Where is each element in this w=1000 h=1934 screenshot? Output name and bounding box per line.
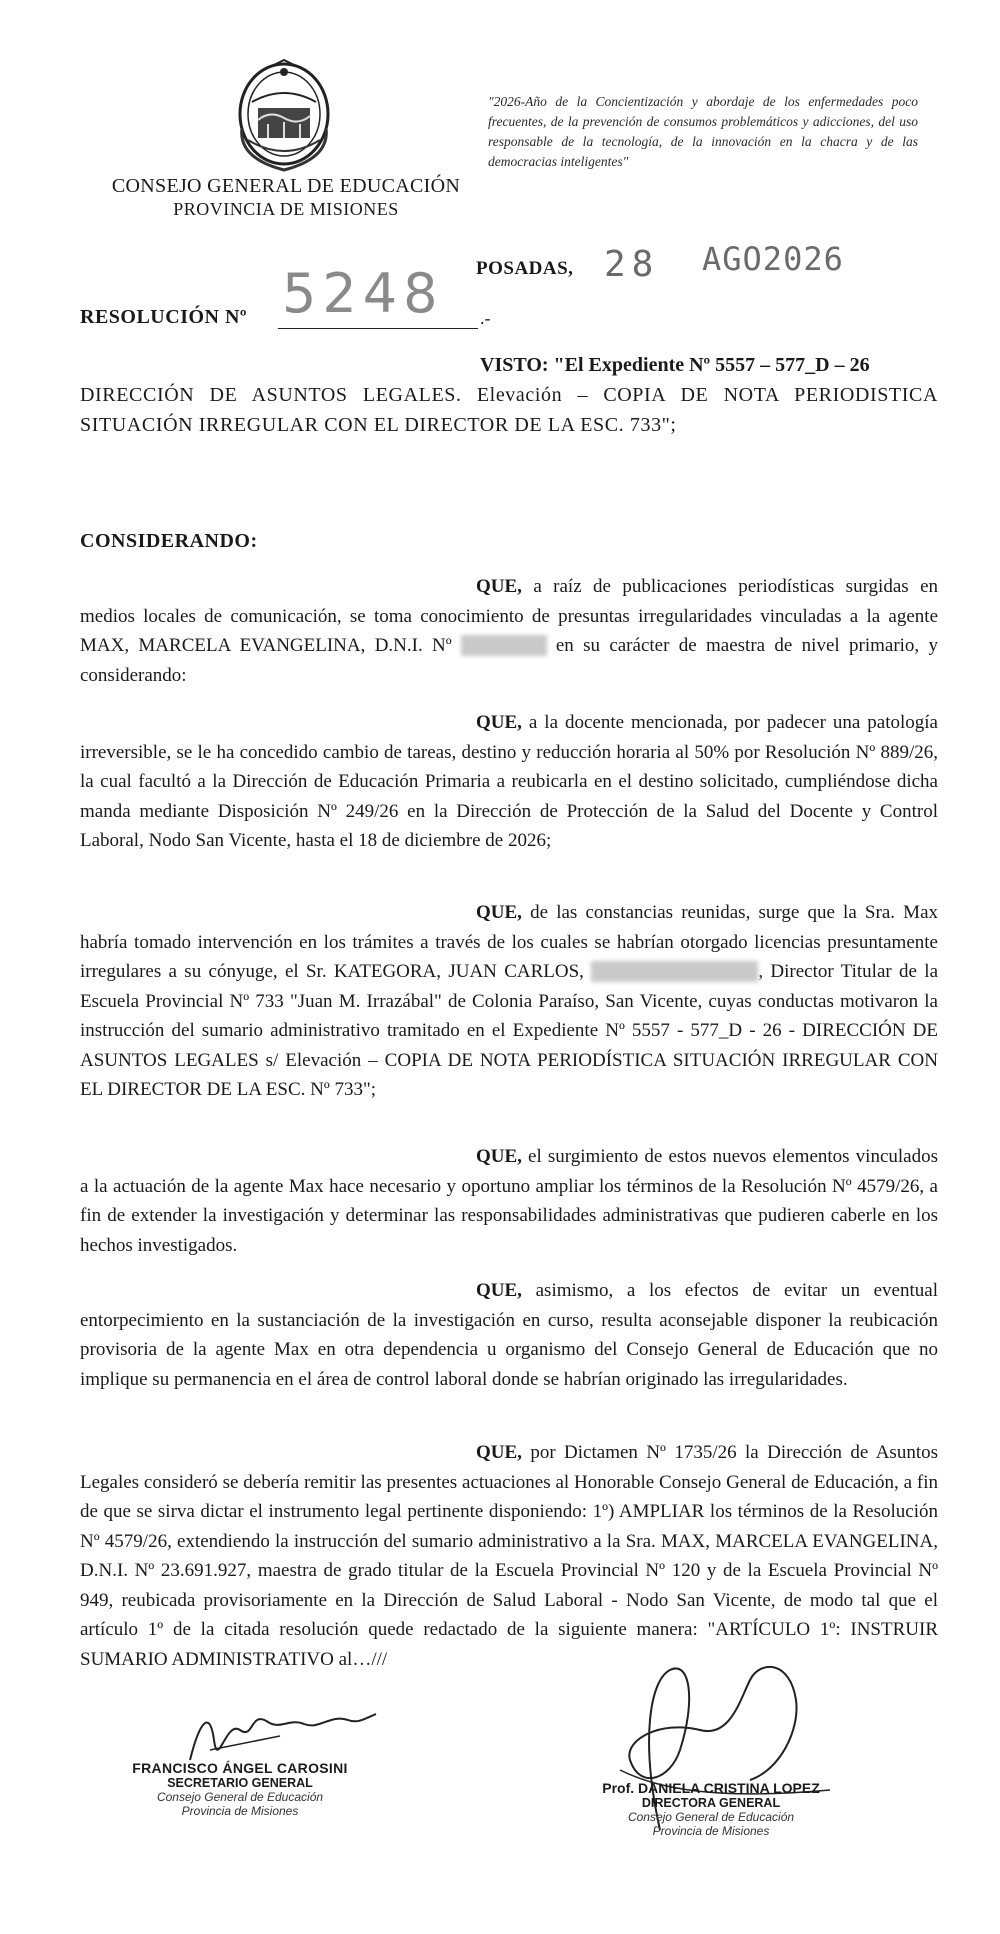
resolution-number-underline — [278, 328, 478, 329]
considerando-paragraph — [80, 1438, 938, 1674]
redacted-dni — [461, 635, 547, 656]
date-stamp-month-year: AGO2026 — [702, 240, 844, 278]
resolution-suffix: .- — [480, 308, 491, 328]
que-label: QUE, — [476, 1442, 522, 1463]
signer-province: Provincia de Misiones — [652, 1824, 770, 1838]
year-motto: "2026-Año de la Concientización y abordaje de los enfermedades poco frecuentes, de la prevención de consumos problemáticos y adicciones, del uso responsable de la tecnología, de la innovación en la chacra y de las democracias inteligentes" — [488, 94, 918, 169]
signer-org: Consejo General de Educación — [627, 1810, 795, 1824]
que-label: QUE, — [476, 902, 522, 923]
considerando-paragraph — [80, 1142, 938, 1260]
que-label: QUE, — [476, 1280, 522, 1301]
signer-name: Prof. DANIELA CRISTINA LOPEZ — [602, 1780, 820, 1796]
considerando-paragraph — [80, 708, 938, 856]
visto-section — [80, 350, 938, 440]
signer-role: SECRETARIO GENERAL — [167, 1776, 313, 1790]
considerando-paragraph — [80, 898, 938, 1105]
signature-block-secretary — [110, 1760, 370, 1818]
visto-text: DIRECCIÓN DE ASUNTOS LEGALES. Elevación – COPIA DE NOTA PERIODISTICA SITUACIÓN IRREGULAR CON EL DIRECTOR DE LA ESC. 733"; — [80, 384, 938, 436]
paragraph-text: asimismo, a los efectos de evitar un eventual entorpecimiento en la sustanciación de la investigación en curso, resulta aconsejable disponer la reubicación provisoria de la agente Max en otra dependencia u organismo del Consejo General de Educación que no implique su permanencia en el área de control laboral donde se habrían originado las irregularidades. — [80, 1280, 938, 1390]
paragraph-text: de las constancias reunidas, surge que la Sra. Max habría tomado intervención en los trámites a través de los cuales se habrían otorgado licencias presuntamente irregulares a su cónyuge, el Sr. KATEGORA, JUAN CARLOS, — [80, 902, 938, 982]
paragraph-text: por Dictamen Nº 1735/26 la Dirección de Asuntos Legales consideró se debería remitir las presentes actuaciones al Honorable Consejo General de Educación, a fin de que se sirva dictar el instrumento legal pertinente disponiendo: 1º) AMPLIAR los términos de la Resolución Nº 4579/26, extendiendo la instrucción del sumario administrativo a la Sra. MAX, MARCELA EVANGELINA, D.N.I. Nº 23.691.927, maestra de grado titular de la Escuela Provincial Nº 120 y de la Escuela Provincial Nº 949, reubicada provisoriamente en la Dirección de Salud Laboral - Nodo San Vicente, de modo tal que el artículo 1º de la citada resolución quede redactado de la siguiente manera: "ARTÍCULO 1º: INSTRUIR SUMARIO ADMINISTRATIVO al…/// — [80, 1442, 938, 1670]
paragraph-text-after: , Director Titular de la Escuela Provincial Nº 733 "Juan M. Irrazábal" de Colonia Paraíso, San Vicente, cuyas conductas motivaron la instrucción del sumario administrativo tramitado en el Expediente Nº 5557 - 577_D - 26 - DIRECCIÓN DE ASUNTOS LEGALES s/ Elevación – COPIA DE NOTA PERIODÍSTICA SITUACIÓN IRREGULAR CON EL DIRECTOR DE LA ESC. Nº 733"; — [80, 961, 939, 1100]
que-label: QUE, — [476, 712, 522, 733]
resolution-number-stamp: 5248 — [282, 262, 444, 325]
que-label: QUE, — [476, 576, 522, 597]
org-province: PROVINCIA DE MISIONES — [173, 199, 399, 219]
signer-role: DIRECTORA GENERAL — [641, 1796, 781, 1810]
date-stamp-day: 28 — [604, 244, 660, 285]
paragraph-text: a raíz de publicaciones periodísticas surgidas en medios locales de comunicación, se toma conocimiento de presuntas irregularidades vinculadas a la agente MAX, MARCELA EVANGELINA, D.N.I. Nº — [80, 576, 938, 656]
provincial-crest-icon — [228, 58, 340, 176]
signer-province: Provincia de Misiones — [181, 1804, 299, 1818]
considerando-paragraph — [80, 572, 938, 690]
visto-heading: VISTO: "El Expediente Nº 5557 – 577_D – 26 — [480, 354, 870, 376]
paragraph-text: el surgimiento de estos nuevos elementos vinculados a la actuación de la agente Max hace necesario y oportuno ampliar los términos de la Resolución Nº 4579/26, a fin de extender la investigación y determinar las responsabilidades administrativas que pudieren caberle en los hechos investigados. — [80, 1146, 938, 1256]
signer-name: FRANCISCO ÁNGEL CAROSINI — [132, 1760, 348, 1776]
issuing-organization — [96, 174, 476, 220]
place-label: POSADAS, — [476, 258, 574, 279]
org-name: CONSEJO GENERAL DE EDUCACIÓN — [111, 175, 461, 197]
considerando-paragraph — [80, 1276, 938, 1394]
paragraph-text-after: en su carácter de maestra de nivel primario, y considerando: — [80, 635, 938, 686]
resolution-label: RESOLUCIÓN Nº — [80, 306, 248, 328]
redacted-dni — [591, 961, 758, 982]
signature-block-director — [586, 1780, 836, 1838]
signer-org: Consejo General de Educación — [156, 1790, 324, 1804]
considerando-heading: CONSIDERANDO: — [80, 530, 258, 552]
paragraph-text: a la docente mencionada, por padecer una patología irreversible, se le ha concedido cambio de tareas, destino y reducción horaria al 50% por Resolución Nº 889/26, la cual facultó a la Dirección de Educación Primaria a reubicarla en el destino solicitado, cumpliéndose dicha manda mediante Disposición Nº 249/26 en la Dirección de Protección de la Salud del Docente y Control Laboral, Nodo San Vicente, hasta el 18 de diciembre de 2026; — [80, 712, 938, 851]
que-label: QUE, — [476, 1146, 522, 1167]
